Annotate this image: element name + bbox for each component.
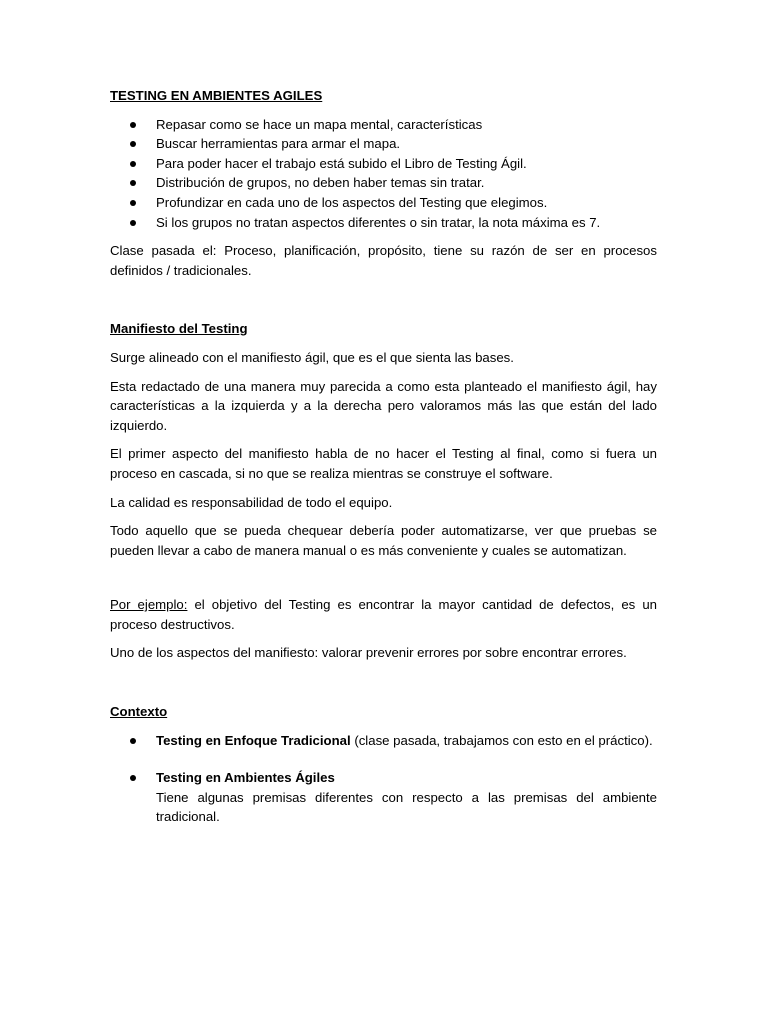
bullet-icon: [130, 161, 136, 167]
manifiesto-paragraph-1: Surge alineado con el manifiesto ágil, que es el que sienta las bases.: [110, 349, 514, 365]
ejemplo-paragraph: [110, 595, 657, 634]
intro-bullet-list: [110, 115, 657, 233]
list-item: Para poder hacer el trabajo está subido el Libro de Testing Ágil.: [110, 154, 657, 174]
manifiesto-paragraph-3: El primer aspecto del manifiesto habla de no hacer el Testing al final, como si fuera un proceso en cascada, si no que se realiza mientras se construye el software.: [110, 446, 657, 481]
list-item: Testing en Enfoque Tradicional (clase pasada, trabajamos con esto en el práctico).: [110, 731, 657, 751]
manifiesto-paragraph-2: Esta redactado de una manera muy parecida a como esta planteado el manifiesto ágil, hay características a la izquierda y a la derecha pero valoramos más las que están del lado izquierdo.: [110, 378, 657, 433]
list-item: Profundizar en cada uno de los aspectos del Testing que elegimos.: [110, 193, 657, 213]
contexto-heading: Contexto: [110, 704, 168, 720]
aspecto-paragraph: Uno de los aspectos del manifiesto: valorar prevenir errores por sobre encontrar errores.: [110, 645, 627, 661]
list-item: Distribución de grupos, no deben haber temas sin tratar.: [110, 173, 657, 193]
list-item: Testing en Ambientes Ágiles Tiene algunas premisas diferentes con respecto a las premisas del ambiente tradicional.: [110, 768, 657, 827]
bullet-icon: [130, 122, 136, 128]
list-item: Repasar como se hace un mapa mental, características: [110, 115, 657, 135]
ejemplo-text: el objetivo del Testing es encontrar la mayor cantidad de defectos, es un proceso destructivos.: [110, 597, 657, 632]
manifiesto-paragraph-5: Todo aquello que se pueda chequear debería poder automatizarse, ver que pruebas se pueden llevar a cabo de manera manual o es más conveniente y cuales se automatizan.: [110, 523, 657, 558]
contexto-bullet-list: [110, 731, 657, 827]
clase-pasada-paragraph: Clase pasada el: Proceso, planificación, propósito, tiene su razón de ser en procesos definidos / tradicionales.: [110, 243, 657, 278]
manifiesto-heading: Manifiesto del Testing: [110, 321, 248, 337]
bullet-icon: [130, 220, 136, 226]
bullet-icon: [130, 775, 136, 781]
list-item: Buscar herramientas para armar el mapa.: [110, 134, 657, 154]
manifiesto-paragraph-4: La calidad es responsabilidad de todo el equipo.: [110, 494, 393, 510]
bullet-icon: [130, 738, 136, 744]
title-heading: TESTING EN AMBIENTES AGILES: [110, 88, 323, 103]
bullet-icon: [130, 200, 136, 206]
ejemplo-label: Por ejemplo:: [110, 597, 188, 613]
list-item: Si los grupos no tratan aspectos diferentes o sin tratar, la nota máxima es 7.: [110, 213, 657, 233]
bullet-icon: [130, 180, 136, 186]
bullet-icon: [130, 141, 136, 147]
